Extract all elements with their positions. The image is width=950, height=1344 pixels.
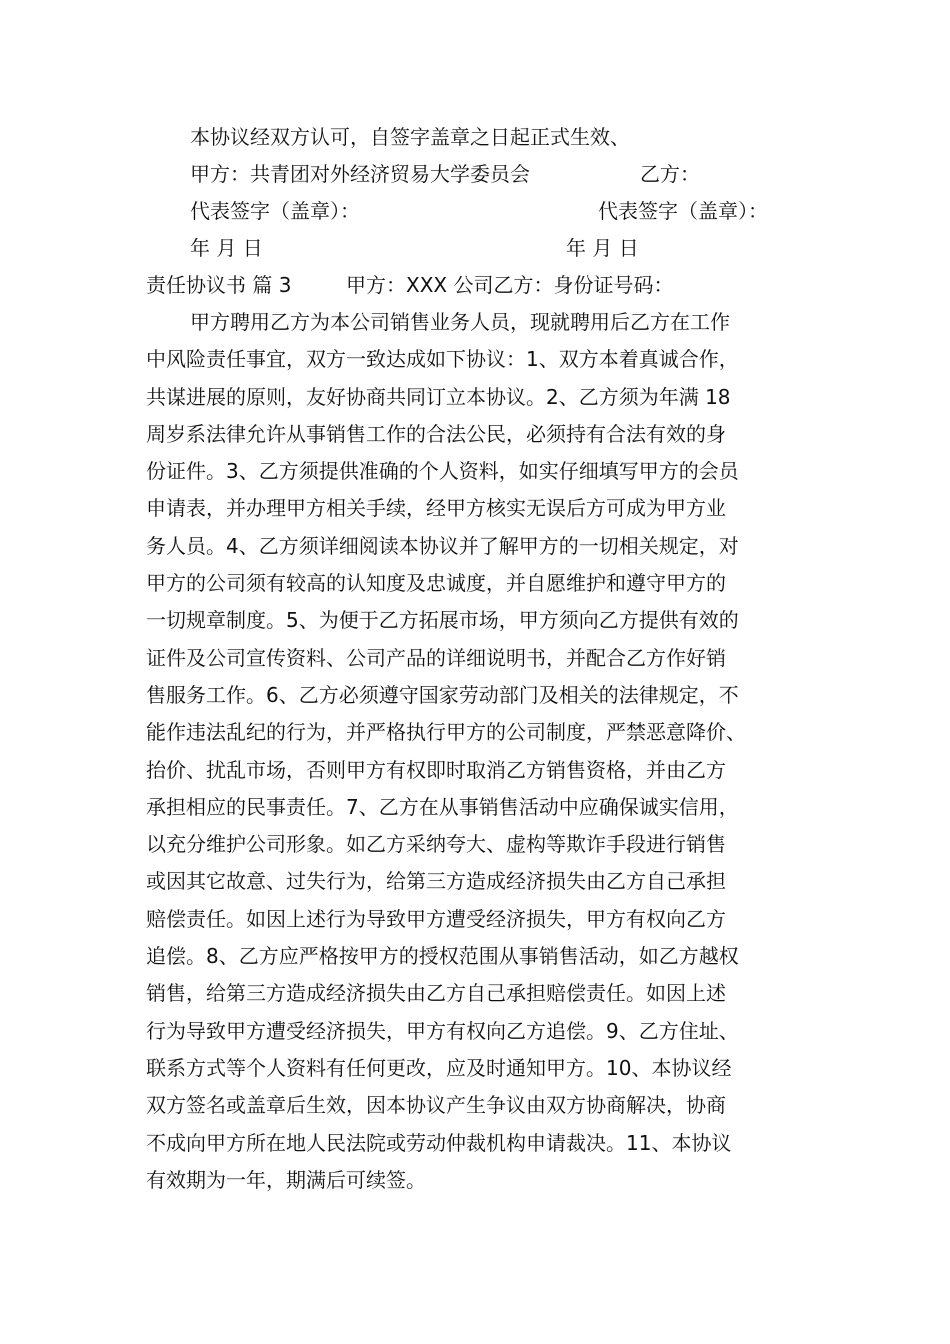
party-a-line: 甲方：共青团对外经济贸易大学委员会	[190, 162, 530, 186]
section-parties: 甲方：XXX 公司乙方：身份证号码：	[346, 273, 674, 297]
body-line: 联系方式等个人资料有任何更改，应及时通知甲方。10、本协议经	[146, 1055, 732, 1080]
body-line: 有效期为一年，期满后可续签。	[146, 1167, 426, 1192]
date-b: 年 月 日	[566, 236, 639, 260]
body-line: 务人员。4、乙方须详细阅读本协议并了解甲方的一切相关规定，对	[146, 533, 739, 558]
section-title: 责任协议书 篇 3	[146, 273, 292, 297]
party-b-label: 乙方：	[640, 162, 700, 186]
effect-statement: 本协议经双方认可，自签字盖章之日起正式生效、	[190, 125, 630, 149]
body-line: 能作违法乱纪的行为，并严格执行甲方的公司制度，严禁恶意降价、	[146, 720, 746, 745]
body-line: 一切规章制度。5、为便于乙方拓展市场，甲方须向乙方提供有效的	[146, 608, 739, 633]
body-line: 中风险责任事宜，双方一致达成如下协议：1、双方本着真诚合作，	[146, 347, 739, 372]
body-line: 销售，给第三方造成经济损失由乙方自己承担赔偿责任。如因上述	[146, 981, 726, 1006]
date-a: 年 月 日	[190, 236, 263, 260]
body-line: 以充分维护公司形象。如乙方采纳夸大、虚构等欺诈手段进行销售	[146, 832, 726, 857]
rep-signature-a: 代表签字（盖章）：	[190, 199, 360, 223]
body-line: 售服务工作。6、乙方必须遵守国家劳动部门及相关的法律规定，不	[146, 682, 739, 707]
body-line: 不成向甲方所在地人民法院或劳动仲裁机构申请裁决。11、本协议	[146, 1130, 732, 1155]
body-line: 行为导致甲方遭受经济损失，甲方有权向乙方追偿。9、乙方住址、	[146, 1018, 739, 1043]
body-line: 或因其它故意、过失行为，给第三方造成经济损失由乙方自己承担	[146, 869, 726, 894]
body-line: 双方签名或盖章后生效，因本协议产生争议由双方协商解决，协商	[146, 1093, 726, 1118]
body-line: 承担相应的民事责任。7、乙方在从事销售活动中应确保诚实信用，	[146, 794, 739, 819]
agreement-body	[146, 304, 836, 1199]
body-line: 份证件。3、乙方须提供准确的个人资料，如实仔细填写甲方的会员	[146, 459, 739, 484]
body-line: 证件及公司宣传资料、公司产品的详细说明书，并配合乙方作好销	[146, 645, 726, 670]
rep-signature-b: 代表签字（盖章）：	[598, 199, 768, 223]
body-line: 赔偿责任。如因上述行为导致甲方遭受经济损失，甲方有权向乙方	[146, 906, 726, 931]
body-line: 甲方聘用乙方为本公司销售业务人员，现就聘用后乙方在工作	[190, 310, 730, 334]
body-line: 抬价、扰乱市场，否则甲方有权即时取消乙方销售资格，并由乙方	[146, 757, 726, 782]
body-line: 共谋进展的原则，友好协商共同订立本协议。2、乙方须为年满 18	[146, 384, 731, 409]
body-line: 申请表，并办理甲方相关手续，经甲方核实无误后方可成为甲方业	[146, 496, 726, 521]
body-line: 追偿。8、乙方应严格按甲方的授权范围从事销售活动，如乙方越权	[146, 944, 739, 969]
body-line: 甲方的公司须有较高的认知度及忠诚度，并自愿维护和遵守甲方的	[146, 571, 726, 596]
body-line: 周岁系法律允许从事销售工作的合法公民，必须持有合法有效的身	[146, 421, 726, 446]
